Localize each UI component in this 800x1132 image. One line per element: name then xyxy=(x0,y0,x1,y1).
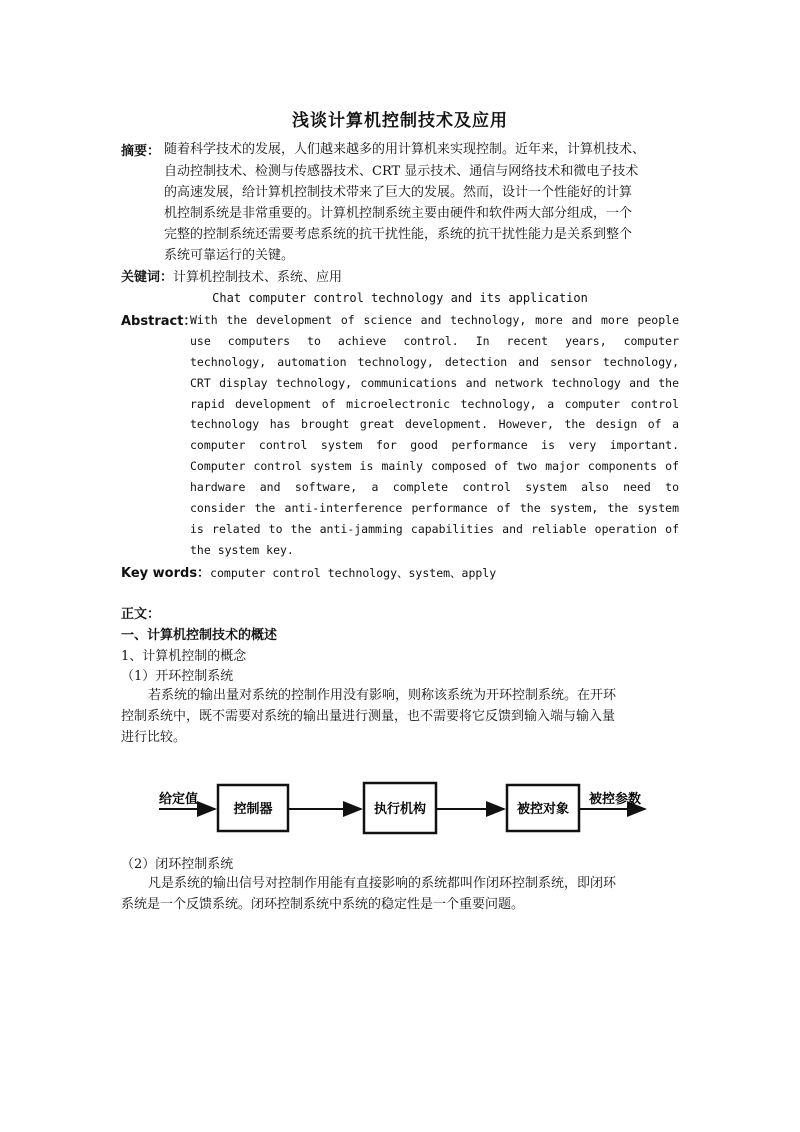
body-label: 正文： xyxy=(121,607,161,622)
abstract-en-line: CRT display technology, communications and network technology and the xyxy=(190,375,679,390)
abstract-en-line: rapid development of microelectronic technology, a computer control xyxy=(190,396,679,411)
keywords-value: 计算机控制技术、系统、应用 xyxy=(173,270,343,285)
abstract-en-line: With the development of science and technology, more and more people xyxy=(190,313,679,327)
abstract-en-label: Abstract： xyxy=(121,314,197,329)
open-loop-block-diagram xyxy=(155,775,655,841)
item-heading: （2）闭环控制系统 xyxy=(121,857,234,872)
abstract-en-line: hardware and software, a complete control system also need to xyxy=(190,480,679,495)
abstract-line: 随着科学技术的发展，人们越来越多的用计算机来实现控制。近年来，计算机技术、 xyxy=(164,142,646,157)
abstract-english xyxy=(190,310,679,561)
section-heading: 一、计算机控制技术的概述 xyxy=(121,628,278,643)
item-heading: （1）开环控制系统 xyxy=(121,669,234,684)
paragraph-line: 控制系统中，既不需要对系统的输出量进行测量，也不需要将它反馈到输入端与输入量 xyxy=(121,709,616,724)
input-label: 给定值 xyxy=(159,792,199,807)
output-label: 被控参数 xyxy=(589,792,642,807)
block-plant-label: 被控对象 xyxy=(516,802,570,817)
abstract-en-line: use computers to achieve control. In recent years, computer xyxy=(190,333,679,348)
abstract-line: 系统可靠运行的关键。 xyxy=(164,248,295,263)
paragraph-line: 系统是一个反馈系统。闭环控制系统中系统的稳定性是一个重要问题。 xyxy=(121,897,525,912)
paragraph-line: 进行比较。 xyxy=(121,730,187,745)
abstract-en-line: is related to the anti-jamming capabilities and reliable operation of xyxy=(190,521,679,536)
paragraph-open-loop xyxy=(121,685,681,748)
paper-title: 浅谈计算机控制技术及应用 xyxy=(292,111,508,131)
abstract-line: 的高速发展，给计算机控制技术带来了巨大的发展。然而，设计一个性能好的计算 xyxy=(164,185,633,200)
keywords-en-value: computer control technology、system、apply xyxy=(210,566,497,580)
paragraph-line: 凡是系统的输出信号对控制作用能有直接影响的系统都叫作闭环控制系统，即闭环 xyxy=(148,876,617,891)
abstract-en-line: Computer control system is mainly composed of two major components of xyxy=(190,459,679,474)
keywords-label: 关键词： xyxy=(121,270,174,285)
abstract-en-line: computer control system for good performance is very important. xyxy=(190,438,679,453)
abstract-en-line: technology, automation technology, detection and sensor technology, xyxy=(190,354,679,369)
english-title: Chat computer control technology and its application xyxy=(212,291,588,305)
block-controller-label: 控制器 xyxy=(233,802,273,817)
abstract-en-line: consider the anti-interference performance of the system, the system xyxy=(190,501,679,516)
abstract-line: 机控制系统是非常重要的。计算机控制系统主要由硬件和软件两大部分组成，一个 xyxy=(164,206,633,221)
abstract-line: 自动控制技术、检测与传感器技术、CRT 显示技术、通信与网络技术和微电子技术 xyxy=(164,164,639,179)
keywords-english xyxy=(121,562,496,581)
abstract-en-line: technology has brought great development. However, the design of a xyxy=(190,417,679,432)
subsection-heading: 1、计算机控制的概念 xyxy=(121,649,247,664)
paragraph-closed-loop xyxy=(121,873,681,915)
block-actuator-label: 执行机构 xyxy=(373,802,427,817)
abstract-en-line: the system key. xyxy=(190,542,294,557)
abstract-label: 摘要： xyxy=(121,144,161,159)
keywords-chinese xyxy=(121,266,342,285)
paragraph-line: 若系统的输出量对系统的控制作用没有影响，则称该系统为开环控制系统。在开环 xyxy=(148,688,617,703)
abstract-line: 完整的控制系统还需要考虑系统的抗干扰性能，系统的抗干扰性能力是关系到整个 xyxy=(164,227,633,242)
keywords-en-label: Key words： xyxy=(121,566,211,581)
